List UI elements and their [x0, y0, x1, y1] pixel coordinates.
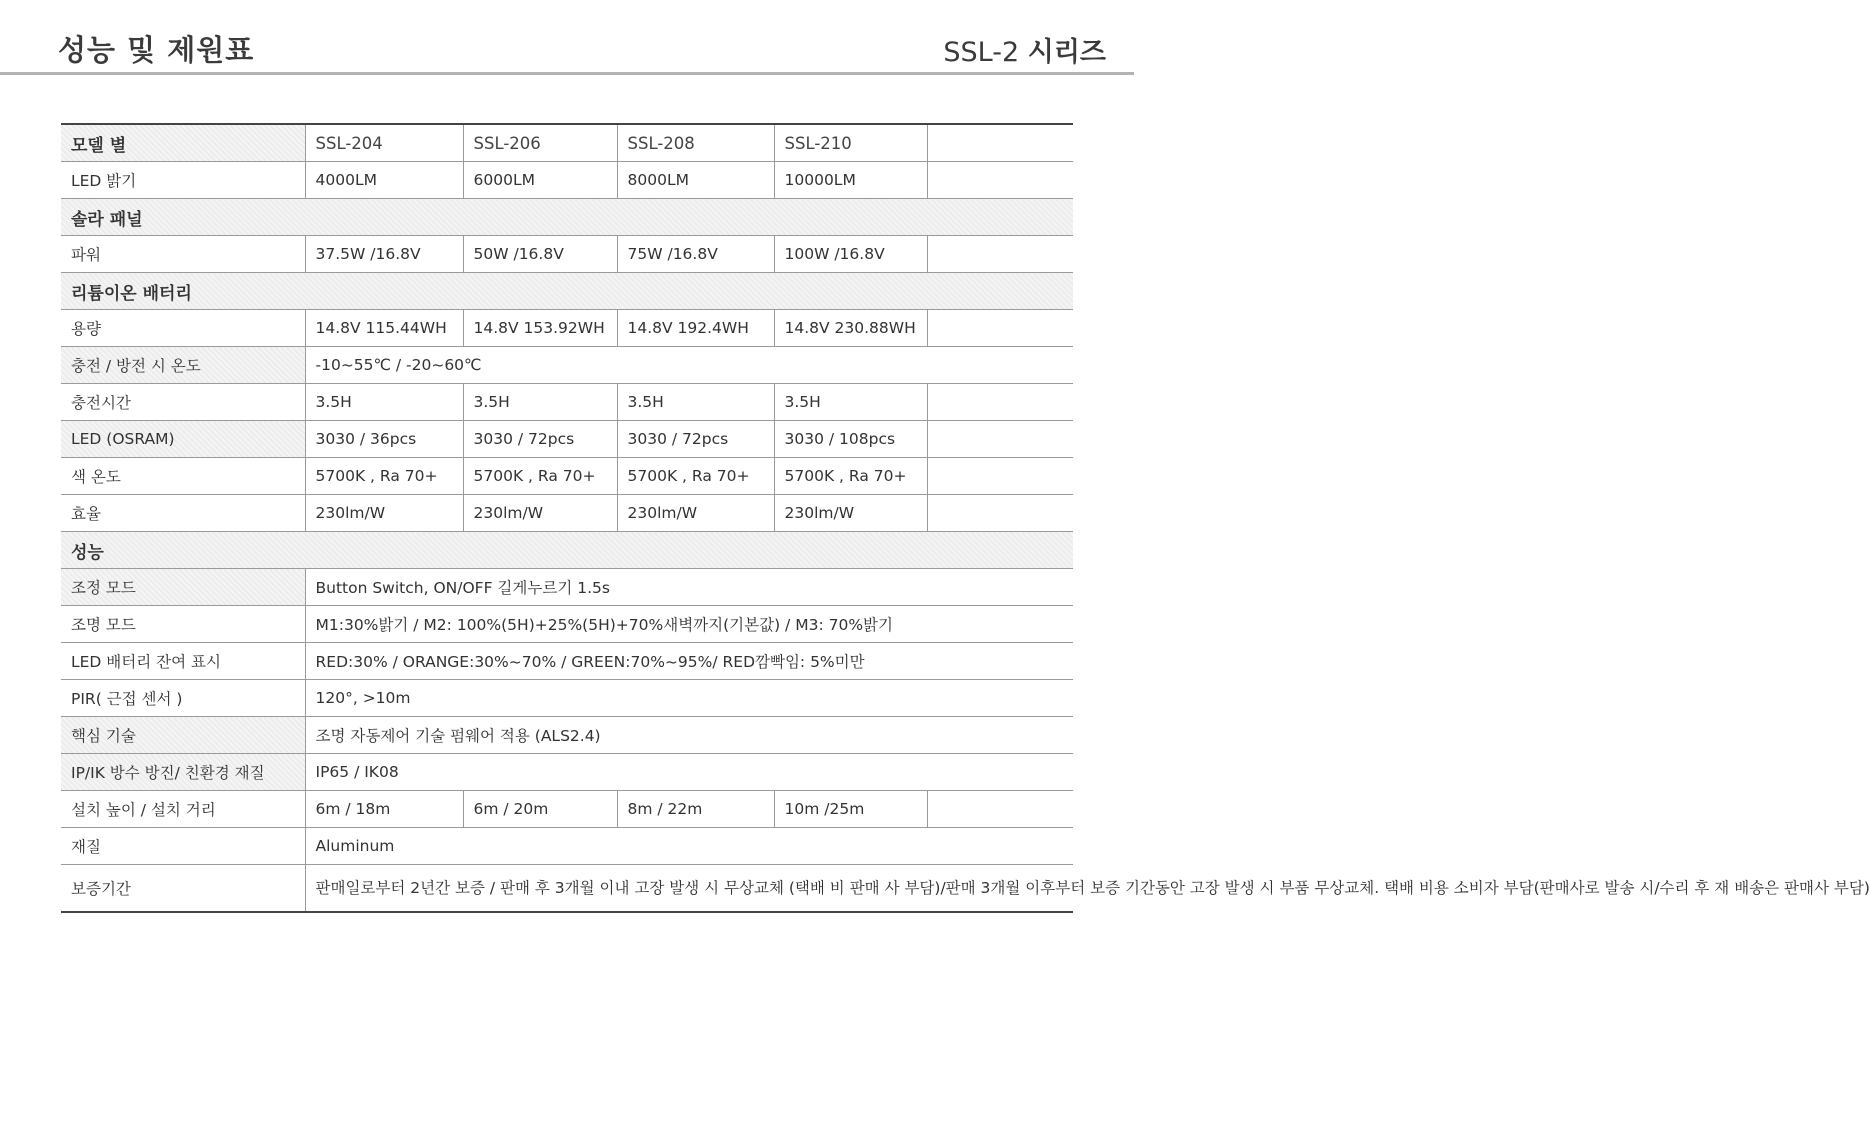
- table-cell: 230lm/W: [463, 495, 617, 532]
- table-cell: Button Switch, ON/OFF 길게누르기 1.5s: [305, 569, 1073, 606]
- table-cell: 100W /16.8V: [774, 236, 927, 273]
- table-cell: -10~55℃ / -20~60℃: [305, 347, 1073, 384]
- series-prefix: SSL-2: [943, 37, 1020, 68]
- table-cell: [927, 421, 1073, 458]
- table-row-led-brightness: [61, 162, 1073, 199]
- page-title: 성능 및 제원표: [58, 33, 255, 67]
- table-cell: 14.8V 230.88WH: [774, 310, 927, 347]
- model-cell: SSL-206: [463, 124, 617, 162]
- table-cell: 3.5H: [305, 384, 463, 421]
- table-cell: 6m / 20m: [463, 791, 617, 828]
- table-cell: 14.8V 115.44WH: [305, 310, 463, 347]
- table-row-warranty: [61, 865, 1073, 913]
- table-cell: 3030 / 72pcs: [617, 421, 774, 458]
- table-cell: 3.5H: [617, 384, 774, 421]
- table-row-models: [61, 124, 1073, 162]
- table-cell: 3030 / 72pcs: [463, 421, 617, 458]
- row-label: LED 밝기: [61, 162, 305, 199]
- model-cell: [927, 124, 1073, 162]
- table-row-charge-temp: [61, 347, 1073, 384]
- row-label: 충전시간: [61, 384, 305, 421]
- table-cell: M1:30%밝기 / M2: 100%(5H)+25%(5H)+70%새벽까지(기본값) / M3: 70%밝기: [305, 606, 1073, 643]
- table-cell: 3030 / 108pcs: [774, 421, 927, 458]
- table-cell: 10000LM: [774, 162, 927, 199]
- table-cell: 14.8V 192.4WH: [617, 310, 774, 347]
- section-title: 리튬이온 배터리: [61, 273, 1073, 310]
- spec-table: [61, 123, 1870, 913]
- table-row-led-osram: [61, 421, 1073, 458]
- row-label: PIR( 근접 센서 ): [61, 680, 305, 717]
- row-label: 용량: [61, 310, 305, 347]
- table-cell: [927, 162, 1073, 199]
- row-label: 파워: [61, 236, 305, 273]
- table-row-control-mode: [61, 569, 1073, 606]
- section-header-battery: [61, 273, 1073, 310]
- table-cell: Aluminum: [305, 828, 1073, 865]
- row-label: 핵심 기술: [61, 717, 305, 754]
- row-label: 조정 모드: [61, 569, 305, 606]
- section-header-performance: [61, 532, 1073, 569]
- model-cell: SSL-208: [617, 124, 774, 162]
- row-label: 효율: [61, 495, 305, 532]
- model-cell: SSL-210: [774, 124, 927, 162]
- series-suffix: 시리즈: [1027, 37, 1106, 68]
- table-cell: 5700K , Ra 70+: [617, 458, 774, 495]
- table-cell: [927, 458, 1073, 495]
- table-row-ip-rating: [61, 754, 1073, 791]
- row-label: 보증기간: [61, 865, 305, 913]
- table-cell: 판매일로부터 2년간 보증 / 판매 후 3개월 이내 고장 발생 시 무상교체 (택배 비 판매 사 부담)/판매 3개월 이후부터 보증 기간동안 고장 발생 시 부품 무상교체. 택배 비용 소비자 부담(판매사로 발송 시/수리 후 재 배송은 판매사 부담): [305, 865, 1073, 913]
- table-cell: 50W /16.8V: [463, 236, 617, 273]
- section-title: 성능: [61, 532, 1073, 569]
- table-cell: 120°, >10m: [305, 680, 1073, 717]
- table-cell: 3.5H: [463, 384, 617, 421]
- table-row-color-temp: [61, 458, 1073, 495]
- table-cell: 75W /16.8V: [617, 236, 774, 273]
- table-row-capacity: [61, 310, 1073, 347]
- table-cell: 37.5W /16.8V: [305, 236, 463, 273]
- series-title: [943, 30, 1106, 69]
- table-cell: 5700K , Ra 70+: [305, 458, 463, 495]
- row-label: 모델 별: [61, 124, 305, 162]
- table-row-core-tech: [61, 717, 1073, 754]
- table-cell: [927, 236, 1073, 273]
- table-cell: [927, 310, 1073, 347]
- table-cell: [927, 791, 1073, 828]
- table-row-power: [61, 236, 1073, 273]
- table-cell: 3.5H: [774, 384, 927, 421]
- row-label: 충전 / 방전 시 온도: [61, 347, 305, 384]
- table-row-lighting-mode: [61, 606, 1073, 643]
- table-cell: 조명 자동제어 기술 펌웨어 적용 (ALS2.4): [305, 717, 1073, 754]
- table-cell: 6m / 18m: [305, 791, 463, 828]
- table-cell: 230lm/W: [774, 495, 927, 532]
- table-cell: IP65 / IK08: [305, 754, 1073, 791]
- table-cell: 8000LM: [617, 162, 774, 199]
- row-label: LED (OSRAM): [61, 421, 305, 458]
- row-label: 색 온도: [61, 458, 305, 495]
- table-row-charge-time: [61, 384, 1073, 421]
- table-row-efficiency: [61, 495, 1073, 532]
- table-cell: [927, 495, 1073, 532]
- table-row-install: [61, 791, 1073, 828]
- section-title: 솔라 패널: [61, 199, 1073, 236]
- table-cell: RED:30% / ORANGE:30%~70% / GREEN:70%~95%/ RED깜빡임: 5%미만: [305, 643, 1073, 680]
- row-label: IP/IK 방수 방진/ 친환경 재질: [61, 754, 305, 791]
- table-cell: 5700K , Ra 70+: [774, 458, 927, 495]
- header-divider: [0, 72, 1134, 75]
- table-row-pir: [61, 680, 1073, 717]
- model-cell: SSL-204: [305, 124, 463, 162]
- table-row-material: [61, 828, 1073, 865]
- table-cell: 4000LM: [305, 162, 463, 199]
- table-row-battery-indicator: [61, 643, 1073, 680]
- table-cell: 3030 / 36pcs: [305, 421, 463, 458]
- table-cell: 230lm/W: [305, 495, 463, 532]
- table-cell: 14.8V 153.92WH: [463, 310, 617, 347]
- row-label: 설치 높이 / 설치 거리: [61, 791, 305, 828]
- table-cell: 10m /25m: [774, 791, 927, 828]
- row-label: 재질: [61, 828, 305, 865]
- table-cell: 5700K , Ra 70+: [463, 458, 617, 495]
- table-cell: 6000LM: [463, 162, 617, 199]
- section-header-solar: [61, 199, 1073, 236]
- row-label: LED 배터리 잔여 표시: [61, 643, 305, 680]
- table-cell: [927, 384, 1073, 421]
- row-label: 조명 모드: [61, 606, 305, 643]
- page-header: [0, 0, 1134, 76]
- table-cell: 8m / 22m: [617, 791, 774, 828]
- table-cell: 230lm/W: [617, 495, 774, 532]
